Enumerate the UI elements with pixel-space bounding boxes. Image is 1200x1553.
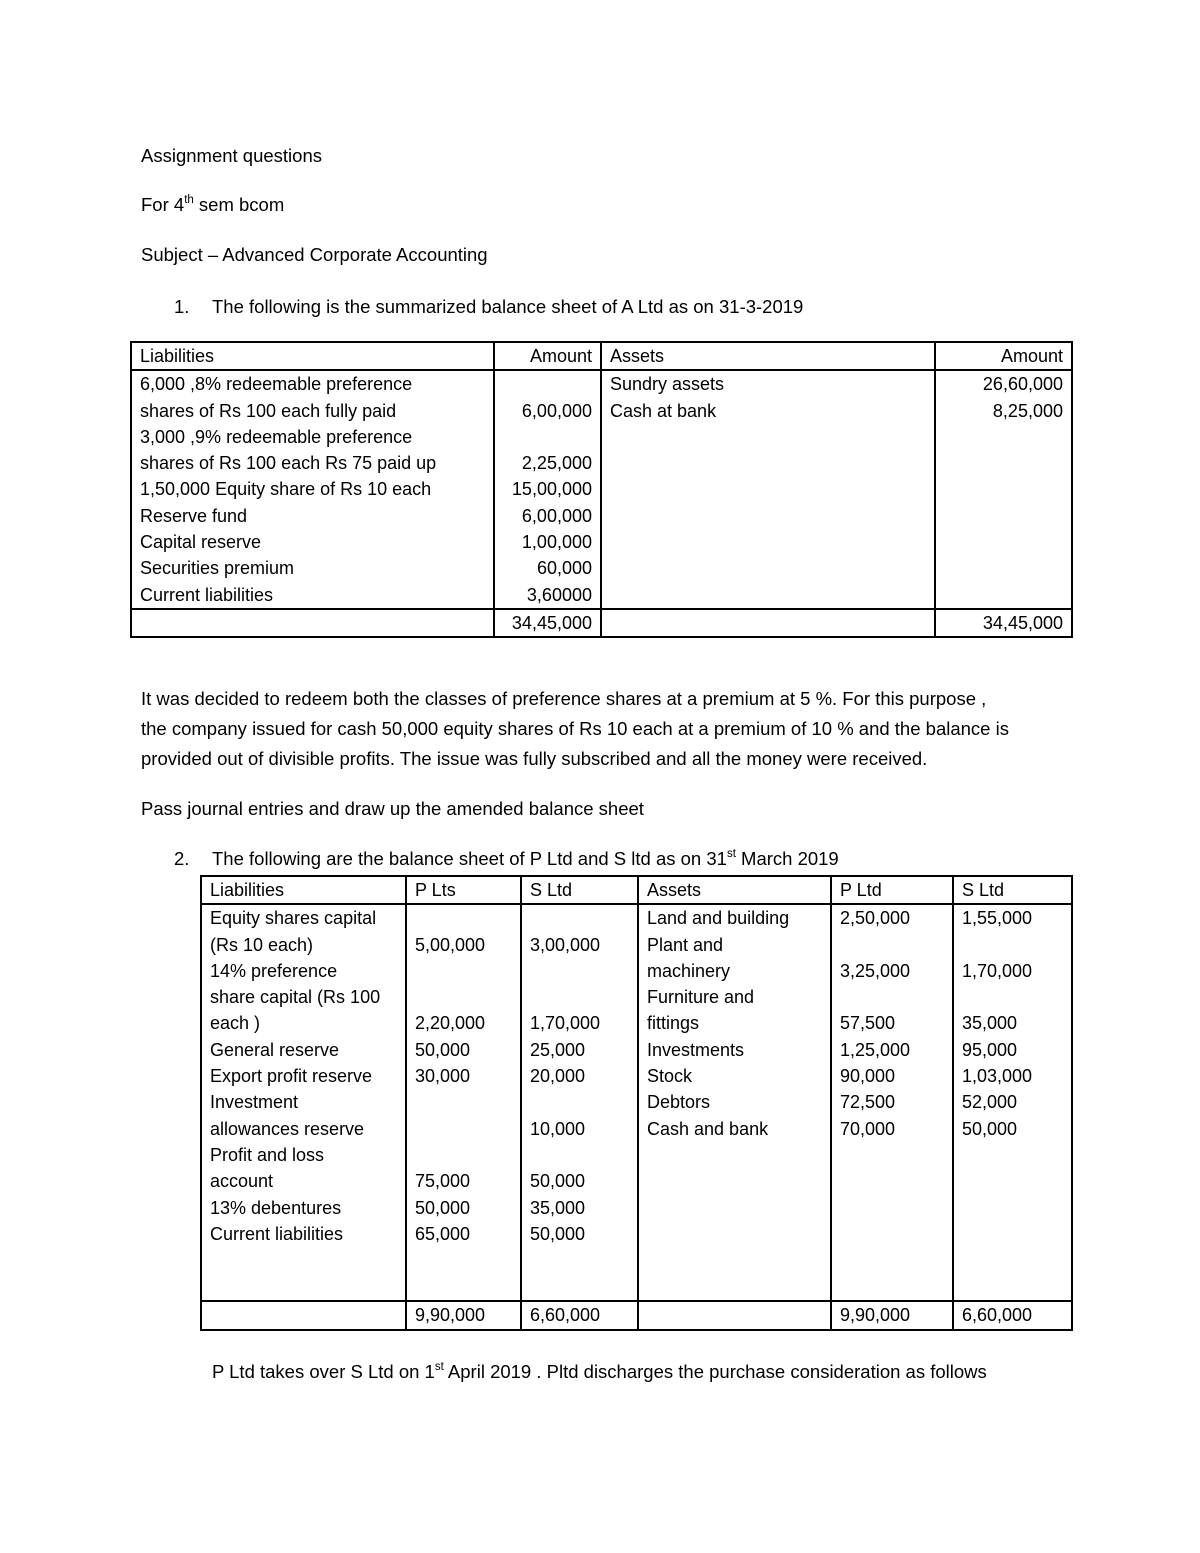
table-cell: Land and building xyxy=(647,908,790,929)
assets-col xyxy=(601,370,935,609)
col-header: Amount xyxy=(935,342,1072,370)
table-cell: Profit and loss xyxy=(210,1144,325,1165)
table-cell: 35,000 xyxy=(962,1013,1018,1034)
table-cell: General reserve xyxy=(210,1039,340,1060)
table-cell xyxy=(610,582,926,608)
q2-text-suffix: March 2019 xyxy=(735,848,839,869)
table-cell: each ) xyxy=(210,1013,261,1034)
table-cell xyxy=(503,371,592,397)
table-cell xyxy=(530,905,629,931)
table-cell: Investments xyxy=(647,1039,745,1060)
table-cell: 20,000 xyxy=(530,1066,586,1087)
table-cell xyxy=(610,476,926,502)
table-cell: 3,60000 xyxy=(526,584,592,605)
s-liabilities-col xyxy=(521,904,638,1301)
q1-paragraph-line: It was decided to redeem both the classes of preference shares at a premium at 5 %. For this purpose , xyxy=(141,688,987,709)
table-cell xyxy=(415,1089,512,1115)
table-cell: Equity shares capital xyxy=(210,908,377,929)
q1-paragraph-line: the company issued for cash 50,000 equity shares of Rs 10 each at a premium of 10 % and the balance is xyxy=(141,718,1009,739)
table-cell: 1,00,000 xyxy=(521,532,592,553)
q2-text-prefix: The following are the balance sheet of P Ltd and S ltd as on 31 xyxy=(212,848,727,869)
liability-amount-col xyxy=(494,370,601,609)
table-cell: 57,500 xyxy=(840,1013,896,1034)
table-cell: account xyxy=(210,1171,274,1192)
table-cell: 8,25,000 xyxy=(992,400,1063,421)
table-cell: 65,000 xyxy=(415,1223,471,1244)
table-cell: Current liabilities xyxy=(210,1223,344,1244)
q2-footer-sup: st xyxy=(434,1360,444,1373)
table-cell: 50,000 xyxy=(415,1039,471,1060)
table-cell: 10,000 xyxy=(530,1118,586,1139)
table-cell: 95,000 xyxy=(962,1039,1018,1060)
liabilities-col xyxy=(201,904,406,1301)
table-cell: allowances reserve xyxy=(210,1118,365,1139)
total-p-assets: 9,90,000 xyxy=(831,1301,953,1329)
q1-number: 1. xyxy=(174,296,190,317)
table-cell: 70,000 xyxy=(840,1118,896,1139)
q2-balance-sheet xyxy=(200,875,1073,1331)
table-cell: 1,70,000 xyxy=(530,1013,601,1034)
table-cell: 50,000 xyxy=(530,1171,586,1192)
table-cell xyxy=(944,529,1063,555)
table-cell: shares of Rs 100 each fully paid xyxy=(140,400,397,421)
table-cell xyxy=(944,582,1063,608)
table-cell xyxy=(201,1301,406,1329)
course-prefix: For 4 xyxy=(141,194,185,215)
table-cell: 30,000 xyxy=(415,1066,471,1087)
q1-instruction: Pass journal entries and draw up the amended balance sheet xyxy=(141,798,644,819)
total-liabilities: 34,45,000 xyxy=(494,609,601,637)
table-cell: Securities premium xyxy=(140,558,295,579)
table-cell: Furniture and xyxy=(647,987,755,1008)
table-cell: 90,000 xyxy=(840,1066,896,1087)
table-cell xyxy=(840,932,944,958)
table-cell: Plant and xyxy=(647,934,724,955)
col-header: P Lts xyxy=(406,876,521,904)
col-header: S Ltd xyxy=(953,876,1072,904)
q2-number: 2. xyxy=(174,848,190,869)
table-cell: 1,55,000 xyxy=(962,908,1033,929)
col-header: Amount xyxy=(494,342,601,370)
total-assets: 34,45,000 xyxy=(935,609,1072,637)
assets-col xyxy=(638,904,831,1301)
course-sup: th xyxy=(184,193,194,206)
table-total-row xyxy=(131,609,1072,637)
table-cell: 1,25,000 xyxy=(840,1039,911,1060)
total-s-liabilities: 6,60,000 xyxy=(521,1301,638,1329)
table-cell: 72,500 xyxy=(840,1092,896,1113)
p-assets-col xyxy=(831,904,953,1301)
table-cell xyxy=(131,609,494,637)
table-total-row xyxy=(201,1301,1072,1329)
table-cell: 26,60,000 xyxy=(982,374,1063,395)
table-cell: Sundry assets xyxy=(610,374,725,395)
q1-balance-sheet xyxy=(130,341,1073,638)
table-cell: Debtors xyxy=(647,1092,711,1113)
table-cell xyxy=(415,905,512,931)
table-cell xyxy=(530,1089,629,1115)
table-cell: Capital reserve xyxy=(140,532,262,553)
table-cell xyxy=(530,984,629,1010)
table-body-row xyxy=(201,904,1072,1301)
q1-text: The following is the summarized balance sheet of A Ltd as on 31-3-2019 xyxy=(212,296,804,317)
q1-paragraph-line: provided out of divisible profits. The issue was fully subscribed and all the money were received. xyxy=(141,748,928,769)
table-cell: 6,00,000 xyxy=(521,400,592,421)
table-cell: 13% debentures xyxy=(210,1197,342,1218)
table-cell xyxy=(610,424,926,450)
table-cell: 3,00,000 xyxy=(530,934,601,955)
table-cell: Reserve fund xyxy=(140,505,248,526)
table-cell: Investment xyxy=(210,1092,299,1113)
table-cell xyxy=(415,984,512,1010)
table-cell xyxy=(944,476,1063,502)
table-cell: 1,50,000 Equity share of Rs 10 each xyxy=(140,479,432,500)
table-cell: 75,000 xyxy=(415,1171,471,1192)
table-cell xyxy=(415,1142,512,1168)
table-cell: fittings xyxy=(647,1013,700,1034)
page-title: Assignment questions xyxy=(141,145,322,166)
total-p-liabilities: 9,90,000 xyxy=(406,1301,521,1329)
s-assets-col xyxy=(953,904,1072,1301)
col-header: S Ltd xyxy=(521,876,638,904)
table-cell: 2,25,000 xyxy=(521,453,592,474)
table-cell: Stock xyxy=(647,1066,693,1087)
table-cell: shares of Rs 100 each Rs 75 paid up xyxy=(140,453,437,474)
table-cell xyxy=(530,1142,629,1168)
table-cell xyxy=(962,932,1063,958)
table-cell: Current liabilities xyxy=(140,584,274,605)
table-cell: 6,000 ,8% redeemable preference xyxy=(140,374,413,395)
table-header-row xyxy=(131,342,1072,370)
table-cell xyxy=(415,958,512,984)
table-cell xyxy=(610,450,926,476)
table-cell xyxy=(610,555,926,581)
col-header: Liabilities xyxy=(131,342,494,370)
table-cell: 3,000 ,9% redeemable preference xyxy=(140,426,413,447)
table-body-row xyxy=(131,370,1072,609)
table-cell xyxy=(840,984,944,1010)
col-header: Assets xyxy=(601,342,935,370)
table-cell: 1,70,000 xyxy=(962,960,1033,981)
q2-footer xyxy=(212,1359,987,1385)
table-cell xyxy=(415,1116,512,1142)
table-cell xyxy=(503,424,592,450)
col-header: Liabilities xyxy=(201,876,406,904)
q2-text-sup: st xyxy=(726,847,736,860)
table-cell xyxy=(610,503,926,529)
table-cell: 14% preference xyxy=(210,960,338,981)
liabilities-col xyxy=(131,370,494,609)
table-cell: 60,000 xyxy=(536,558,592,579)
p-liabilities-col xyxy=(406,904,521,1301)
asset-amount-col xyxy=(935,370,1072,609)
table-cell xyxy=(638,1301,831,1329)
course-line xyxy=(141,192,284,218)
table-cell: 35,000 xyxy=(530,1197,586,1218)
table-cell xyxy=(530,958,629,984)
q2-text xyxy=(212,846,839,872)
table-cell: 25,000 xyxy=(530,1039,586,1060)
table-cell: machinery xyxy=(647,960,731,981)
table-cell xyxy=(944,555,1063,581)
table-cell xyxy=(944,503,1063,529)
table-cell: Cash at bank xyxy=(610,400,717,421)
table-cell: Cash and bank xyxy=(647,1118,769,1139)
table-cell: 50,000 xyxy=(962,1118,1018,1139)
q2-footer-prefix: P Ltd takes over S Ltd on 1 xyxy=(212,1361,435,1382)
col-header: Assets xyxy=(638,876,831,904)
table-cell: share capital (Rs 100 xyxy=(210,987,381,1008)
table-cell: 50,000 xyxy=(530,1223,586,1244)
table-cell: (Rs 10 each) xyxy=(210,934,314,955)
table-cell: 2,20,000 xyxy=(415,1013,486,1034)
table-header-row xyxy=(201,876,1072,904)
table-cell xyxy=(601,609,935,637)
q2-footer-suffix: April 2019 . Pltd discharges the purchase consideration as follows xyxy=(443,1361,987,1382)
table-cell: 3,25,000 xyxy=(840,960,911,981)
table-cell: 2,50,000 xyxy=(840,908,911,929)
table-cell: 6,00,000 xyxy=(521,505,592,526)
total-s-assets: 6,60,000 xyxy=(953,1301,1072,1329)
table-cell: 5,00,000 xyxy=(415,934,486,955)
table-cell: 52,000 xyxy=(962,1092,1018,1113)
table-cell xyxy=(944,424,1063,450)
course-suffix: sem bcom xyxy=(193,194,285,215)
col-header: P Ltd xyxy=(831,876,953,904)
table-cell xyxy=(944,450,1063,476)
table-cell: Export profit reserve xyxy=(210,1066,373,1087)
subject-line: Subject – Advanced Corporate Accounting xyxy=(141,244,488,265)
table-cell xyxy=(962,984,1063,1010)
table-cell: 15,00,000 xyxy=(511,479,592,500)
table-cell: 50,000 xyxy=(415,1197,471,1218)
table-cell: 1,03,000 xyxy=(962,1066,1033,1087)
table-cell xyxy=(610,529,926,555)
